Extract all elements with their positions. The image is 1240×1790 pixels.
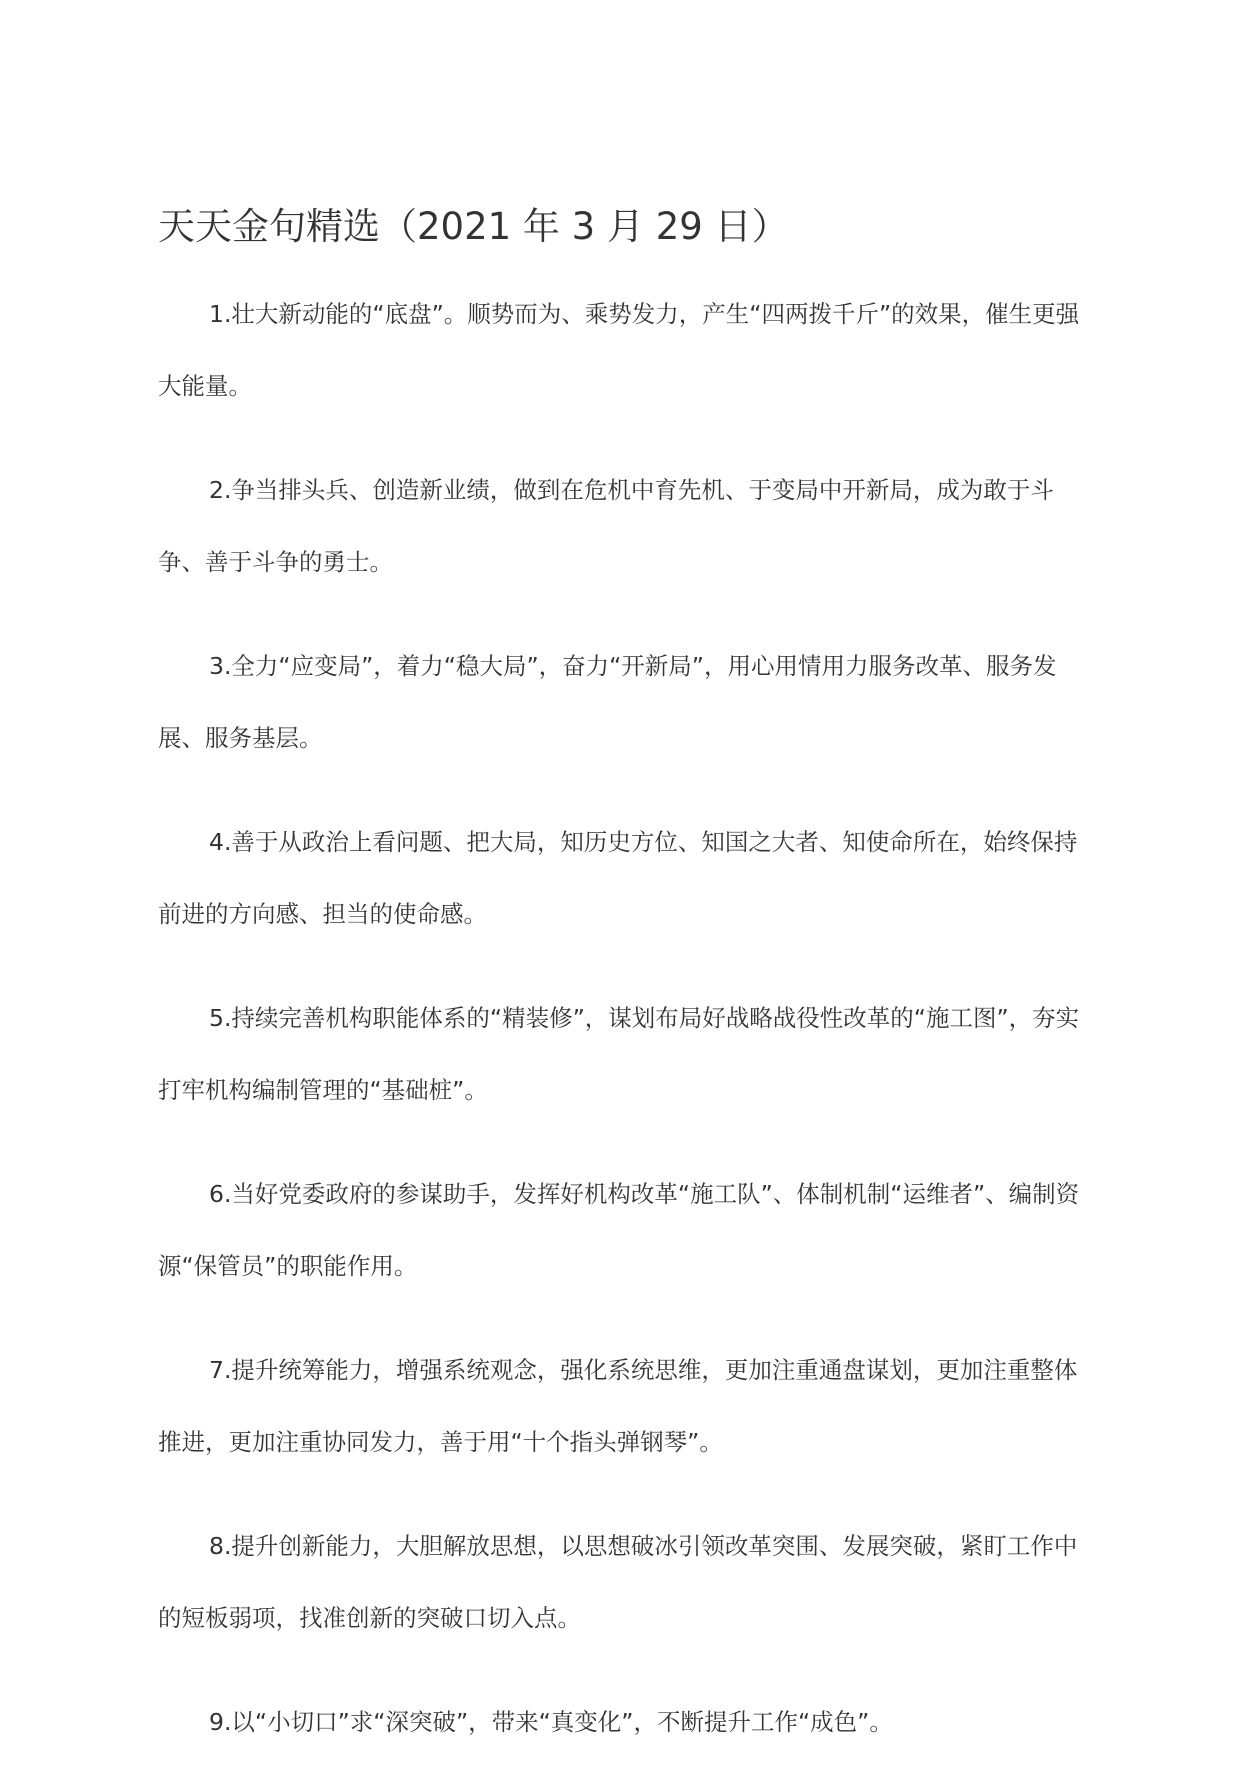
quote-item-2: 2.争当排头兵、创造新业绩，做到在危机中育先机、于变局中开新局，成为敢于斗争、善于斗争的勇士。 — [158, 476, 1054, 576]
quote-item-4: 4.善于从政治上看问题、把大局，知历史方位、知国之大者、知使命所在，始终保持前进的方向感、担当的使命感。 — [158, 828, 1078, 928]
quote-list — [158, 278, 1098, 1790]
quote-item-9: 9.以“小切口”求“深突破”，带来“真变化”，不断提升工作“成色”。 — [209, 1708, 893, 1736]
quote-item-3: 3.全力“应变局”，着力“稳大局”，奋力“开新局”，用心用情用力服务改革、服务发展、服务基层。 — [158, 652, 1057, 752]
quote-item-6: 6.当好党委政府的参谋助手，发挥好机构改革“施工队”、体制机制“运维者”、编制资源“保管员”的职能作用。 — [158, 1180, 1080, 1280]
quote-item-7: 7.提升统筹能力，增强系统观念，强化系统思维，更加注重通盘谋划，更加注重整体推进，更加注重协同发力，善于用“十个指头弹钢琴”。 — [158, 1356, 1078, 1456]
quote-item-8: 8.提升创新能力，大胆解放思想，以思想破冰引领改革突围、发展突破，紧盯工作中的短板弱项，找准创新的突破口切入点。 — [158, 1532, 1078, 1632]
document-title: 天天金句精选（2021 年 3 月 29 日） — [158, 205, 789, 248]
quote-item-5: 5.持续完善机构职能体系的“精装修”，谋划布局好战略战役性改革的“施工图”，夯实打牢机构编制管理的“基础桩”。 — [158, 1004, 1080, 1104]
quote-item-1: 1.壮大新动能的“底盘”。顺势而为、乘势发力，产生“四两拨千斤”的效果，催生更强大能量。 — [158, 300, 1080, 400]
